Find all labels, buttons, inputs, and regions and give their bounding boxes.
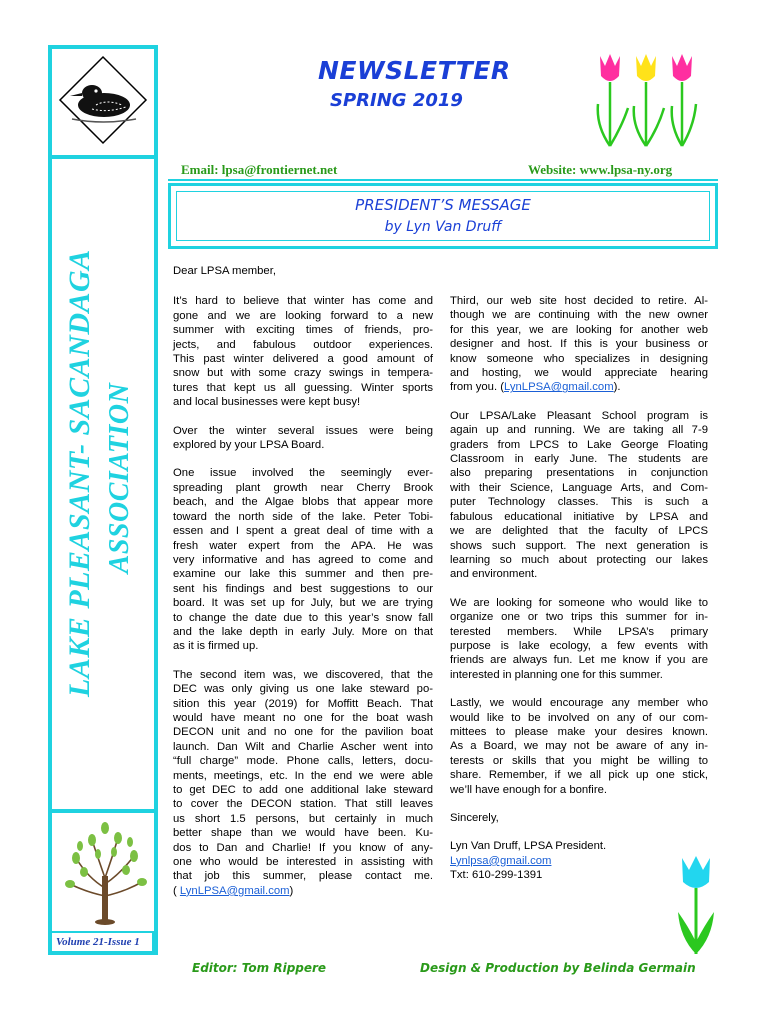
text-line: spreading plant growth near Cherry Brook bbox=[173, 481, 433, 494]
text-line: This past winter delivered a good amount of bbox=[173, 353, 433, 366]
text-line: gone and we are looking forward to a new bbox=[173, 309, 433, 322]
text-line: Over the winter several issues were being bbox=[173, 424, 433, 437]
text-line: very informative and has agreed to come and bbox=[173, 553, 433, 566]
text-line: would like to be involved on any of our com- bbox=[450, 711, 708, 724]
text-line: One issue involved the seemingly ever- bbox=[173, 467, 433, 480]
text-line: Our LPSA/Lake Pleasant School program is bbox=[450, 409, 708, 422]
paragraph bbox=[450, 596, 708, 682]
text-line: As a Board, we may not be aware of any in- bbox=[450, 740, 708, 753]
text-line: explored by your LPSA Board. bbox=[173, 439, 325, 452]
text-line: one who would be interested in assisting with bbox=[173, 856, 433, 869]
email-contact: Email: lpsa@frontiernet.net bbox=[181, 162, 338, 177]
text-line: and the lake depth in early July. More on that bbox=[173, 625, 433, 638]
text-line: It’s hard to believe that winter has come and bbox=[173, 295, 433, 308]
blue-tulip-illustration bbox=[672, 850, 720, 958]
paragraph bbox=[173, 294, 433, 409]
signature-email-link[interactable]: Lynlpsa@gmail.com bbox=[450, 854, 552, 867]
text-line: terested members. While LPSA’s primary bbox=[450, 625, 708, 638]
org-name-line2: ASSOCIATION bbox=[104, 382, 135, 574]
text-line: and environment. bbox=[450, 568, 538, 581]
text-line: we are delighted that the faculty of LPCS bbox=[450, 525, 708, 538]
contact-line: from you. (LynLPSA@gmail.com). bbox=[450, 381, 621, 394]
email-link[interactable]: LynLPSA@gmail.com bbox=[504, 381, 614, 394]
text-line: to get DEC to add one additional lake steward bbox=[173, 784, 433, 796]
greeting: Dear LPSA member, bbox=[173, 265, 276, 277]
volume-label: Volume 21-Issue 1 bbox=[50, 931, 154, 953]
article-column-left bbox=[173, 264, 433, 898]
text-line: also preparing presentations in conjunction bbox=[450, 467, 708, 480]
presidents-message-box bbox=[168, 183, 718, 249]
text-line: sition this year (2019) for Moffitt Beach. That bbox=[173, 697, 433, 710]
text-line: and local businesses were kept busy! bbox=[173, 396, 361, 409]
text-line: summer with exciting times of friends, pro- bbox=[173, 324, 433, 337]
text-line: shows such support. The next generation is bbox=[450, 539, 708, 552]
text-line: board. It was set up for July, but we are trying bbox=[173, 597, 433, 610]
contact-line: ( LynLPSA@gmail.com) bbox=[173, 884, 294, 897]
paragraph bbox=[173, 424, 433, 453]
paragraph bbox=[450, 294, 708, 380]
text-line: “full charge” mode. Phone calls, letters, docu- bbox=[173, 755, 433, 768]
signature: Lyn Van Druff, LPSA President. bbox=[450, 840, 607, 853]
text-line: We are looking for someone who would like to bbox=[450, 596, 708, 609]
text-line: puter Technology classes. This is such a bbox=[450, 496, 708, 509]
footer-design-credit: Design & Production by Belinda Germain bbox=[420, 961, 696, 975]
text-line: launch. Dan Wilt and Charlie Ascher went into bbox=[173, 740, 433, 753]
text-line: beach, and the Algae blobs that appear more bbox=[173, 496, 433, 509]
text-line: friends are always fun. Let me know if you are bbox=[450, 654, 708, 667]
header-rule bbox=[168, 179, 718, 181]
text-line: graders from LPCS to Lake George Floating bbox=[450, 438, 708, 451]
text-line: jects, and fabulous outdoor experiences. bbox=[173, 338, 433, 351]
text-line: essen and I spent a great deal of time with a bbox=[173, 525, 433, 538]
text-line: to change the date due to this year’s snow fall bbox=[173, 611, 433, 624]
newsletter-season: SPRING 2019 bbox=[330, 90, 463, 111]
text-line: Third, our web site host decided to retire. Al- bbox=[450, 295, 708, 307]
text-line: dos to Dan and Charlie! If you know of any- bbox=[173, 841, 433, 854]
presidents-message-author: by Lyn Van Druff bbox=[384, 219, 502, 235]
text-line: fabulous educational initiative by LPSA and bbox=[450, 510, 708, 523]
masthead-divider-top bbox=[52, 155, 154, 159]
text-line: know someone who specializes in designing bbox=[450, 352, 708, 365]
text-line: with their Science, Language Arts, and Com- bbox=[450, 481, 708, 494]
text-line: ments, meetings, etc. In the end we were able bbox=[173, 769, 433, 782]
text-line: DEC was only giving us one lake steward po- bbox=[173, 683, 433, 696]
footer-editor: Editor: Tom Rippere bbox=[192, 961, 327, 975]
text-line: toward the north side of the lake. Peter Tobi- bbox=[173, 510, 433, 523]
text-line: organize one or two trips this summer for in- bbox=[450, 611, 708, 624]
text-line: share. Remember, if we all pick up one stick, bbox=[450, 769, 708, 782]
text-line: us short 1.5 persons, but certainly in much bbox=[173, 812, 433, 825]
text-line: designer and host. If this is your business or bbox=[450, 338, 708, 351]
org-name-line1: LAKE PLEASANT- SACANDAGA bbox=[63, 249, 96, 697]
signature-phone: Txt: 610-299-1391 bbox=[450, 869, 543, 882]
email-link[interactable]: LynLPSA@gmail.com bbox=[179, 884, 290, 897]
text-line: learning so much about protecting our lakes bbox=[450, 553, 708, 566]
paragraph bbox=[450, 696, 708, 797]
text-line: would have meant no one for the boat wash bbox=[173, 711, 433, 724]
text-line: Classroom in early June. The students are bbox=[450, 453, 708, 466]
text-line: tures that kept us all guessing. Winter sports bbox=[173, 381, 433, 394]
text-line: to cover the DECON station. That still leaves bbox=[173, 798, 433, 811]
text-line: better shape than we would have been. Ku- bbox=[173, 827, 433, 840]
website-contact: Website: www.lpsa-ny.org bbox=[528, 162, 673, 177]
newsletter-title: NEWSLETTER bbox=[318, 56, 511, 85]
text-line: mittees to please make your desires known. bbox=[450, 725, 708, 738]
text-line: we’ll have enough for a bonfire. bbox=[450, 783, 608, 796]
text-line: purpose is lake ecology, a few events with bbox=[450, 639, 708, 652]
text-line: that job this summer, please contact me. bbox=[173, 870, 433, 883]
text-line: fresh water expert from the APA. He was bbox=[173, 539, 433, 552]
text-line: though we are continuing with the new owner bbox=[450, 309, 708, 322]
paragraph bbox=[173, 466, 433, 653]
presidents-message-title: PRESIDENT’S MESSAGE bbox=[355, 196, 531, 214]
paragraph bbox=[450, 409, 708, 582]
closing: Sincerely, bbox=[450, 812, 499, 824]
text-line: for this year, we are looking for another web bbox=[450, 323, 708, 336]
loon-logo bbox=[52, 49, 154, 151]
text-line: examine our lake this summer and then pre- bbox=[173, 568, 433, 581]
text-line: snow but with some crazy swings in tempera- bbox=[173, 367, 433, 380]
masthead-divider-bottom bbox=[52, 809, 154, 813]
text-line: again up and running. We are taking all 7-9 bbox=[450, 424, 708, 437]
text-line: terests or skills that you might be willing to bbox=[450, 754, 708, 767]
paragraph bbox=[173, 668, 433, 884]
text-line: interested in planning one for this summer. bbox=[450, 668, 663, 681]
text-line: as it is firmed up. bbox=[173, 640, 259, 653]
text-line: and hosting, we would appreciate hearing bbox=[450, 367, 708, 380]
tulips-illustration bbox=[588, 46, 704, 150]
text-line: DECON unit and no one for the pavilion boat bbox=[173, 726, 433, 739]
text-line: Lastly, we would encourage any member who bbox=[450, 697, 708, 710]
tree-illustration bbox=[58, 818, 154, 926]
article-column-right bbox=[450, 294, 708, 883]
text-line: The second item was, we discovered, that the bbox=[173, 668, 433, 681]
text-line: sent his findings and best suggestions to our bbox=[173, 582, 433, 595]
